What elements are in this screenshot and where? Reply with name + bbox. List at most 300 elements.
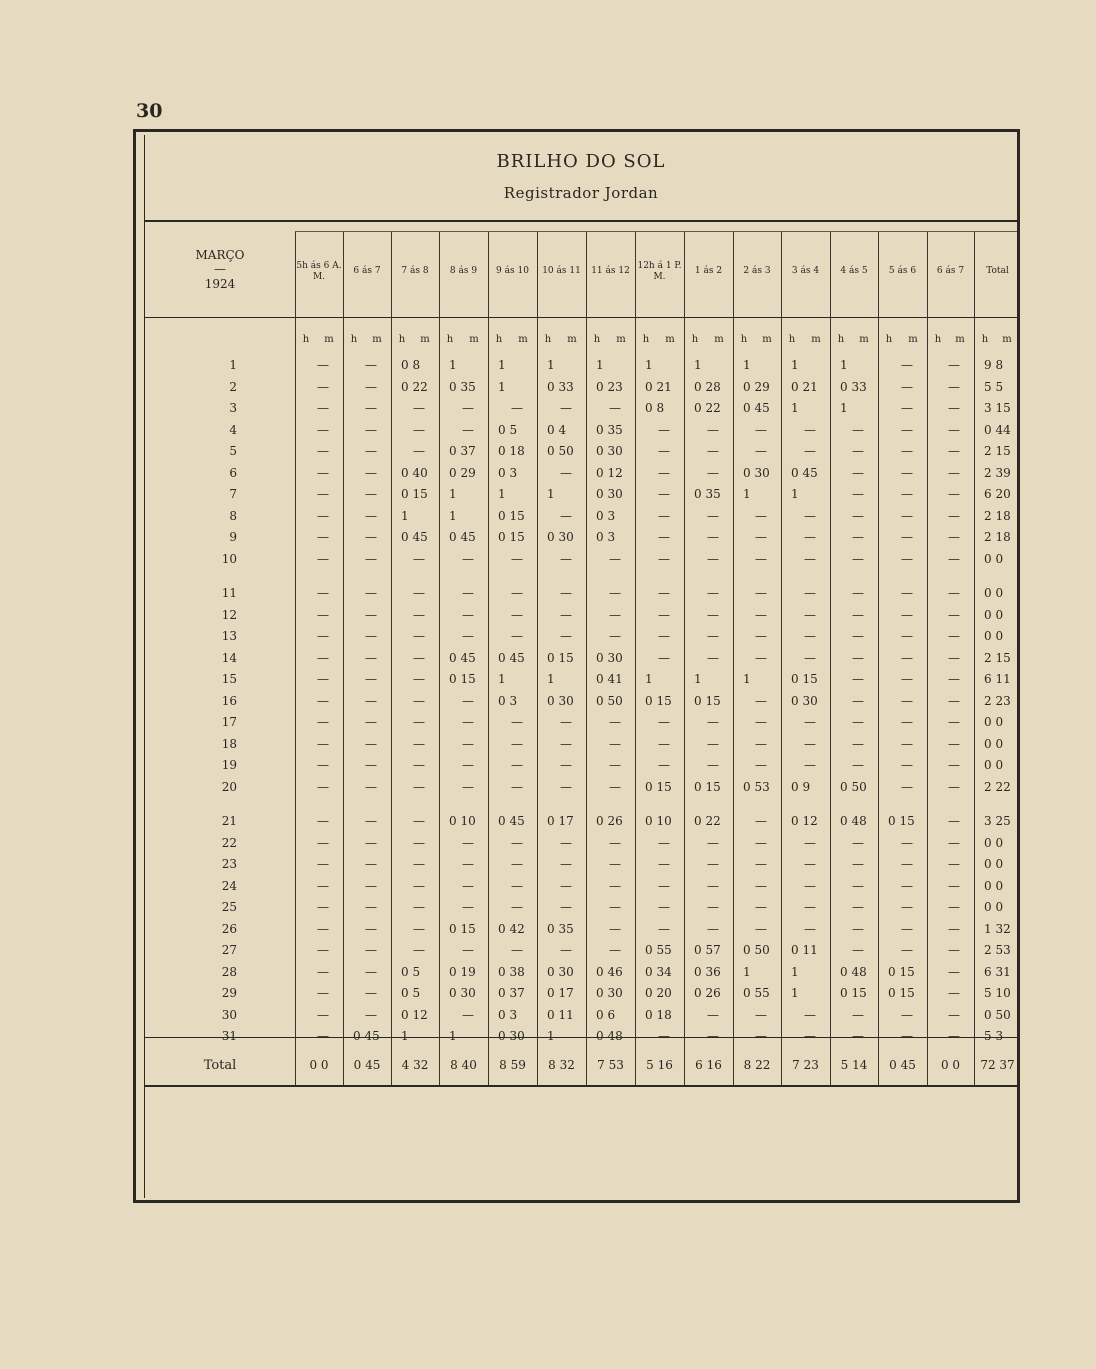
- table-cell: —: [852, 444, 864, 458]
- table-cell: —: [560, 401, 572, 415]
- day-number: 8: [229, 508, 237, 523]
- table-cell: —: [413, 422, 425, 437]
- table-cell: —: [365, 672, 377, 686]
- unit-m: m: [616, 334, 626, 345]
- total-cell: 8 59: [499, 1058, 526, 1072]
- table-cell: —: [804, 422, 816, 437]
- unit-h: h: [788, 334, 796, 345]
- table-cell: —: [658, 422, 670, 437]
- table-cell: 0 30: [596, 650, 623, 665]
- table-cell: 0 15: [888, 814, 915, 828]
- table-cell: 0 10: [449, 814, 476, 828]
- table-cell: 0 50: [596, 693, 623, 708]
- table-cell: —: [560, 715, 572, 729]
- table-cell: —: [462, 551, 474, 566]
- table-cell: 0 15: [694, 693, 721, 708]
- table-cell: —: [852, 835, 864, 850]
- table-cell: —: [560, 607, 572, 622]
- table-cell: —: [901, 401, 913, 415]
- column-header: 6 ás 7: [353, 266, 381, 276]
- table-cell: —: [511, 900, 523, 914]
- table-cell: —: [413, 715, 425, 729]
- table-cell: —: [317, 814, 329, 828]
- table-cell: —: [901, 465, 913, 480]
- day-number: 22: [221, 835, 237, 850]
- table-cell: 0 48: [840, 964, 867, 979]
- table-cell: 0 15: [498, 508, 525, 523]
- table-cell: —: [365, 1007, 377, 1022]
- table-cell: —: [317, 964, 329, 979]
- table-cell: 0 45: [791, 465, 818, 480]
- unit-m: m: [469, 334, 479, 345]
- day-number: 27: [221, 943, 237, 957]
- table-cell: —: [365, 715, 377, 729]
- table-cell: 0 48: [840, 814, 867, 828]
- table-cell: 0 0: [984, 715, 1004, 729]
- table-cell: —: [948, 835, 960, 850]
- table-cell: 1: [694, 672, 702, 686]
- table-cell: 0 45: [498, 650, 525, 665]
- table-cell: —: [609, 835, 621, 850]
- table-cell: 1: [645, 672, 653, 686]
- table-cell: 0 55: [645, 943, 672, 957]
- table-cell: —: [852, 943, 864, 957]
- table-cell: 0 42: [498, 921, 525, 936]
- table-cell: —: [317, 422, 329, 437]
- column-divider: [927, 231, 928, 1085]
- table-cell: —: [413, 857, 425, 871]
- table-cell: —: [658, 586, 670, 600]
- table-cell: 0 29: [743, 379, 770, 394]
- table-cell: —: [462, 835, 474, 850]
- table-cell: —: [365, 900, 377, 914]
- column-header: 3 ás 4: [791, 266, 820, 276]
- table-cell: —: [609, 736, 621, 751]
- table-cell: —: [755, 650, 767, 665]
- table-cell: 0 10: [645, 814, 672, 828]
- table-cell: —: [901, 629, 913, 643]
- table-cell: —: [948, 857, 960, 871]
- table-cell: 0 26: [694, 986, 721, 1000]
- day-number: 2: [229, 379, 237, 394]
- table-cell: 0 11: [547, 1007, 574, 1022]
- table-cell: —: [609, 921, 621, 936]
- table-cell: 0 30: [596, 444, 623, 458]
- unit-h: h: [740, 334, 748, 345]
- table-cell: 2 39: [984, 465, 1011, 480]
- table-cell: —: [948, 878, 960, 893]
- total-cell: 7 23: [792, 1058, 819, 1072]
- table-cell: —: [901, 358, 913, 372]
- table-cell: 0 15: [645, 693, 672, 708]
- table-cell: —: [948, 758, 960, 772]
- table-cell: 1: [401, 1029, 409, 1043]
- unit-m: m: [324, 334, 334, 345]
- table-cell: —: [317, 736, 329, 751]
- table-cell: 5 3: [984, 1029, 1004, 1043]
- table-cell: 0 57: [694, 943, 721, 957]
- table-cell: 5 10: [984, 986, 1011, 1000]
- table-cell: —: [852, 586, 864, 600]
- table-cell: 1: [694, 358, 702, 372]
- table-cell: —: [852, 715, 864, 729]
- day-number: 23: [221, 857, 237, 871]
- column-header: 9 ás 10: [496, 266, 529, 276]
- stub-year: 1924: [204, 277, 236, 291]
- table-cell: —: [948, 1029, 960, 1043]
- table-cell: —: [365, 551, 377, 566]
- table-cell: —: [511, 607, 523, 622]
- table-cell: 0 38: [498, 964, 525, 979]
- table-cell: —: [948, 551, 960, 566]
- total-cell: 4 32: [401, 1058, 429, 1072]
- table-cell: —: [948, 943, 960, 957]
- table-cell: —: [317, 900, 329, 914]
- table-cell: —: [413, 779, 425, 794]
- table-cell: 0 37: [498, 986, 525, 1000]
- column-divider: [878, 231, 879, 1085]
- column-header: 8 ás 9: [449, 266, 478, 276]
- table-cell: —: [901, 1007, 913, 1022]
- column-header: 12h á 1 P. M.: [637, 261, 682, 282]
- table-cell: —: [901, 444, 913, 458]
- table-cell: —: [852, 530, 864, 544]
- table-cell: —: [804, 1007, 816, 1022]
- table-cell: 0 0: [984, 878, 1004, 893]
- table-cell: —: [852, 422, 864, 437]
- unit-h: h: [446, 334, 454, 345]
- table-cell: —: [707, 530, 719, 544]
- table-cell: 1: [791, 964, 799, 979]
- table-cell: 1: [743, 964, 751, 979]
- table-cell: —: [317, 857, 329, 871]
- table-cell: —: [804, 629, 816, 643]
- table-cell: —: [901, 487, 913, 501]
- total-cell: 7 53: [597, 1058, 624, 1072]
- unit-h: h: [934, 334, 942, 345]
- table-cell: 0 5: [401, 986, 421, 1000]
- table-cell: —: [511, 586, 523, 600]
- table-cell: 0 0: [984, 857, 1004, 871]
- table-cell: 0 30: [449, 986, 476, 1000]
- table-cell: 2 23: [984, 693, 1011, 708]
- table-cell: —: [462, 586, 474, 600]
- column-header: 2 ás 3: [743, 266, 771, 276]
- table-cell: —: [317, 358, 329, 372]
- unit-m: m: [811, 334, 821, 345]
- column-header: 5 ás 6: [888, 266, 917, 276]
- table-cell: —: [948, 607, 960, 622]
- table-cell: —: [317, 693, 329, 708]
- table-cell: —: [317, 551, 329, 566]
- table-cell: 1: [645, 358, 653, 372]
- table-cell: 1: [498, 487, 506, 501]
- table-cell: —: [804, 835, 816, 850]
- day-number: 13: [221, 629, 237, 643]
- table-cell: —: [413, 835, 425, 850]
- unit-h: h: [302, 334, 310, 345]
- table-cell: 1: [547, 487, 555, 501]
- table-cell: 0 8: [401, 358, 421, 372]
- table-cell: —: [852, 878, 864, 893]
- table-cell: —: [609, 629, 621, 643]
- table-title: BRILHO DO SOL: [496, 151, 666, 172]
- table-cell: 0 50: [984, 1007, 1011, 1022]
- table-cell: —: [901, 835, 913, 850]
- unit-m: m: [665, 334, 675, 345]
- table-cell: —: [462, 878, 474, 893]
- column-divider: [974, 231, 975, 1085]
- unit-m: m: [908, 334, 918, 345]
- table-cell: —: [707, 758, 719, 772]
- table-cell: —: [755, 693, 767, 708]
- total-cell: 0 45: [353, 1058, 381, 1072]
- table-subtitle: Registrador Jordan: [503, 184, 659, 202]
- table-cell: 0 22: [694, 814, 721, 828]
- table-cell: —: [948, 779, 960, 794]
- table-cell: —: [365, 586, 377, 600]
- table-cell: —: [755, 530, 767, 544]
- table-cell: —: [804, 758, 816, 772]
- table-cell: —: [609, 607, 621, 622]
- table-cell: —: [948, 465, 960, 480]
- table-cell: 0 30: [596, 986, 623, 1000]
- table-cell: 0 34: [645, 964, 672, 979]
- day-number: 16: [221, 693, 237, 708]
- table-cell: 0 9: [791, 779, 811, 794]
- page-number: 30: [136, 100, 163, 122]
- table-cell: 0 41: [596, 672, 623, 686]
- table-cell: —: [707, 715, 719, 729]
- table-cell: —: [462, 857, 474, 871]
- table-cell: 6 11: [984, 672, 1011, 686]
- table-cell: —: [948, 715, 960, 729]
- unit-h: h: [837, 334, 845, 345]
- table-cell: —: [804, 921, 816, 936]
- table-cell: —: [365, 921, 377, 936]
- table-cell: —: [317, 943, 329, 957]
- table-cell: —: [852, 607, 864, 622]
- table-cell: 0 3: [596, 508, 616, 523]
- table-cell: 0 21: [791, 379, 818, 394]
- table-cell: —: [707, 921, 719, 936]
- table-cell: —: [511, 715, 523, 729]
- table-cell: —: [707, 835, 719, 850]
- table-cell: —: [413, 736, 425, 751]
- table-cell: 0 0: [984, 758, 1004, 772]
- table-cell: —: [560, 586, 572, 600]
- table-cell: —: [658, 1029, 670, 1043]
- table-cell: —: [462, 1007, 474, 1022]
- table-cell: —: [609, 551, 621, 566]
- table-cell: —: [901, 758, 913, 772]
- table-cell: —: [804, 530, 816, 544]
- table-cell: —: [658, 650, 670, 665]
- day-number: 5: [229, 444, 237, 458]
- table-cell: 0 11: [791, 943, 818, 957]
- total-cell: 5 16: [646, 1058, 673, 1072]
- day-number: 30: [221, 1007, 237, 1022]
- table-cell: —: [901, 650, 913, 665]
- table-cell: —: [511, 401, 523, 415]
- header-rule-bottom: [145, 317, 1017, 318]
- table-cell: —: [413, 607, 425, 622]
- table-cell: —: [707, 551, 719, 566]
- table-cell: —: [755, 1007, 767, 1022]
- table-cell: —: [365, 857, 377, 871]
- table-cell: 0 15: [840, 986, 867, 1000]
- table-cell: —: [658, 857, 670, 871]
- table-cell: 0 30: [596, 487, 623, 501]
- table-cell: 1: [547, 1029, 555, 1043]
- unit-m: m: [714, 334, 724, 345]
- table-cell: —: [560, 736, 572, 751]
- day-number: 17: [221, 715, 237, 729]
- total-rule-bottom: [145, 1085, 1017, 1087]
- table-cell: —: [755, 736, 767, 751]
- table-cell: —: [413, 551, 425, 566]
- table-cell: —: [948, 530, 960, 544]
- table-cell: —: [317, 878, 329, 893]
- unit-h: h: [495, 334, 503, 345]
- table-cell: —: [365, 607, 377, 622]
- stub-dash: —: [214, 262, 226, 276]
- table-cell: —: [948, 964, 960, 979]
- table-cell: —: [658, 629, 670, 643]
- total-label: Total: [203, 1058, 237, 1073]
- table-cell: —: [317, 465, 329, 480]
- table-cell: 1: [791, 487, 799, 501]
- table-cell: —: [804, 607, 816, 622]
- table-cell: 0 30: [547, 530, 574, 544]
- table-cell: —: [901, 422, 913, 437]
- table-cell: —: [901, 672, 913, 686]
- table-cell: 0 0: [984, 586, 1004, 600]
- table-cell: —: [948, 487, 960, 501]
- table-cell: —: [852, 900, 864, 914]
- table-cell: —: [948, 650, 960, 665]
- table-cell: —: [560, 465, 572, 480]
- table-cell: —: [365, 422, 377, 437]
- table-cell: —: [755, 586, 767, 600]
- table-cell: —: [852, 629, 864, 643]
- table-cell: —: [707, 736, 719, 751]
- table-cell: 0 37: [449, 444, 476, 458]
- table-cell: —: [658, 508, 670, 523]
- table-cell: 0 15: [498, 530, 525, 544]
- table-cell: —: [707, 607, 719, 622]
- table-cell: 0 36: [694, 964, 721, 979]
- day-number: 21: [221, 814, 237, 828]
- table-cell: —: [317, 986, 329, 1000]
- table-cell: —: [948, 693, 960, 708]
- day-number: 20: [221, 779, 237, 794]
- table-cell: —: [365, 508, 377, 523]
- column-divider: [439, 231, 440, 1085]
- table-cell: —: [852, 857, 864, 871]
- table-cell: —: [852, 672, 864, 686]
- table-cell: —: [804, 444, 816, 458]
- table-cell: 0 17: [547, 814, 574, 828]
- table-cell: —: [413, 444, 425, 458]
- table-cell: —: [707, 878, 719, 893]
- column-divider: [635, 231, 636, 1085]
- table-cell: 0 3: [498, 1007, 518, 1022]
- table-cell: —: [707, 465, 719, 480]
- table-cell: —: [365, 758, 377, 772]
- table-cell: —: [317, 508, 329, 523]
- table-cell: 0 29: [449, 465, 476, 480]
- table-cell: —: [365, 530, 377, 544]
- table-cell: —: [658, 444, 670, 458]
- table-cell: —: [901, 779, 913, 794]
- table-cell: —: [755, 1029, 767, 1043]
- table-cell: —: [511, 736, 523, 751]
- table-cell: 0 12: [596, 465, 623, 480]
- table-cell: 0 20: [645, 986, 672, 1000]
- unit-m: m: [372, 334, 382, 345]
- table-cell: 0 18: [498, 444, 525, 458]
- unit-m: m: [859, 334, 869, 345]
- table-cell: —: [948, 672, 960, 686]
- unit-h: h: [350, 334, 358, 345]
- table-cell: 0 35: [449, 379, 476, 394]
- table-cell: —: [317, 1007, 329, 1022]
- table-cell: —: [755, 629, 767, 643]
- table-cell: 0 15: [401, 487, 428, 501]
- table-cell: —: [755, 508, 767, 523]
- unit-m: m: [567, 334, 577, 345]
- table-cell: —: [560, 857, 572, 871]
- table-cell: 0 0: [984, 900, 1004, 914]
- table-cell: 0 0: [984, 736, 1004, 751]
- column-divider: [488, 231, 489, 1085]
- table-cell: —: [462, 629, 474, 643]
- day-number: 24: [221, 878, 237, 893]
- table-cell: —: [317, 672, 329, 686]
- total-cell: 5 14: [840, 1058, 868, 1072]
- table-cell: —: [804, 1029, 816, 1043]
- table-cell: —: [462, 736, 474, 751]
- table-cell: —: [560, 779, 572, 794]
- unit-h: h: [593, 334, 601, 345]
- table-cell: 0 50: [840, 779, 867, 794]
- table-cell: —: [365, 444, 377, 458]
- table-cell: 0 45: [743, 401, 770, 415]
- table-cell: —: [804, 551, 816, 566]
- table-cell: 0 30: [498, 1029, 525, 1043]
- day-number: 6: [229, 465, 237, 480]
- table-cell: —: [755, 857, 767, 871]
- table-cell: —: [707, 586, 719, 600]
- day-number: 26: [221, 921, 237, 936]
- table-cell: —: [804, 715, 816, 729]
- table-cell: —: [462, 607, 474, 622]
- table-cell: 1: [449, 1029, 457, 1043]
- column-header: 1 ás 2: [694, 266, 723, 276]
- column-divider: [391, 231, 392, 1085]
- table-cell: —: [317, 629, 329, 643]
- table-cell: 3 15: [984, 401, 1011, 415]
- column-divider: [733, 231, 734, 1085]
- day-number: 7: [229, 487, 237, 501]
- table-cell: 1: [743, 672, 751, 686]
- table-cell: —: [560, 629, 572, 643]
- table-cell: 0 45: [353, 1029, 380, 1043]
- table-cell: 0 21: [645, 379, 672, 394]
- total-cell: 6 16: [695, 1058, 722, 1072]
- column-header: 10 ás 11: [542, 266, 581, 276]
